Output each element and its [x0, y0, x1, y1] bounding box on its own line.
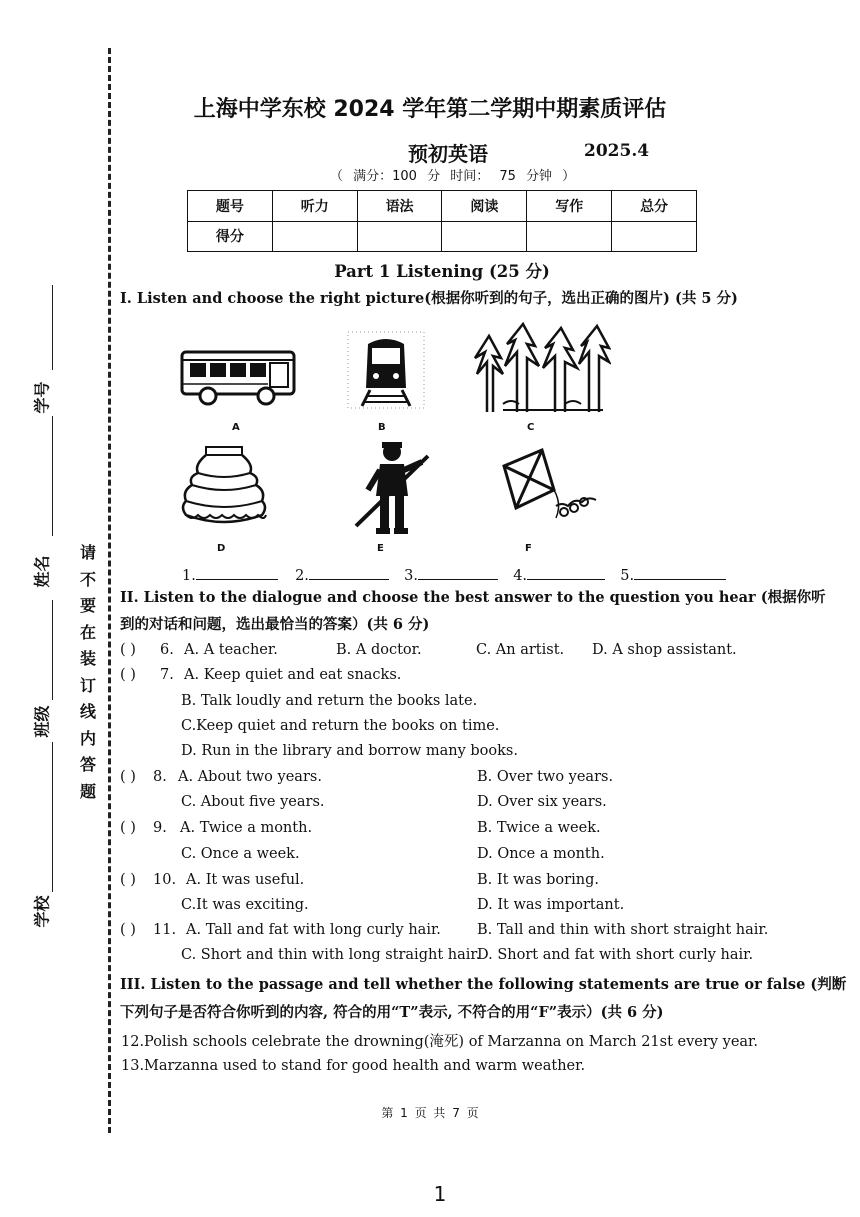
- name-label: 姓名: [32, 555, 52, 588]
- q6-option-d: D. A shop assistant.: [592, 642, 737, 658]
- exam-subject: 预初英语: [408, 142, 488, 166]
- section3-title-line1: III. Listen to the passage and tell whether the following statements are true or false (判断: [120, 976, 847, 993]
- q7-option-d: D. Run in the library and borrow many books.: [181, 743, 518, 759]
- q9-option-d: D. Once a month.: [477, 846, 605, 862]
- score-cell-grammar[interactable]: [357, 221, 442, 252]
- score-header-cell: 听力: [272, 191, 357, 222]
- school-label: 学校: [32, 895, 52, 928]
- picture-label-c: C: [527, 422, 535, 433]
- q7-num: 7.: [160, 667, 174, 683]
- picture-label-a: A: [232, 422, 240, 433]
- section1-title: I. Listen and choose the right picture(根据你听到的句子，选出正确的图片) (共 5 分): [120, 290, 738, 307]
- exam-title: 上海中学东校 2024 学年第二学期中期素质评估: [193, 97, 667, 122]
- score-cell-writing[interactable]: [527, 221, 612, 252]
- q6-option-c: C. An artist.: [476, 642, 565, 658]
- score-header-cell: 阅读: [442, 191, 527, 222]
- section2-title-line2: 到的对话和问题，选出最恰当的答案）(共 6 分): [120, 616, 430, 633]
- q11-num: 11.: [153, 922, 177, 938]
- section2-title-line1: II. Listen to the dialogue and choose the best answer to the question you hear (根据你听: [120, 589, 826, 606]
- answer-label-5: 5.: [620, 568, 635, 584]
- score-table-header-row: [188, 191, 697, 222]
- kite-icon: [498, 446, 602, 530]
- q6-paren[interactable]: ( ): [120, 642, 136, 658]
- q9-paren[interactable]: ( ): [120, 820, 136, 836]
- answer-label-3: 3.: [404, 568, 418, 584]
- binding-dashed-line: [108, 48, 111, 1133]
- q7-option-b: B. Talk loudly and return the books late.: [181, 693, 478, 709]
- q6-option-a: A. A teacher.: [184, 642, 278, 658]
- class-line: [52, 600, 53, 700]
- answer-label-1: 1.: [182, 568, 196, 584]
- hunter-icon: [352, 440, 432, 536]
- q11-option-b: B. Tall and thin with short straight hair.: [477, 922, 769, 938]
- q9-num: 9.: [153, 820, 167, 836]
- school-line: [52, 742, 53, 892]
- q6-num: 6.: [160, 642, 174, 658]
- q8-option-d: D. Over six years.: [477, 794, 607, 810]
- train-icon: [346, 330, 426, 410]
- score-table: [187, 190, 697, 252]
- score-cell-total[interactable]: [612, 221, 697, 252]
- student-id-line: [52, 285, 53, 370]
- binding-notice: 请 不 要 在 装 订 线 内 答 题: [79, 543, 96, 801]
- q8-option-c: C. About five years.: [181, 794, 325, 810]
- answer-blank-2[interactable]: [309, 565, 389, 580]
- name-line-top: [52, 416, 53, 536]
- q8-option-a: A. About two years.: [178, 769, 322, 785]
- q7-option-c: C.Keep quiet and return the books on time.: [181, 718, 500, 734]
- q10-option-b: B. It was boring.: [477, 872, 599, 888]
- q9-option-a: A. Twice a month.: [180, 820, 313, 836]
- q9-option-c: C. Once a week.: [181, 846, 300, 862]
- score-header-cell: 总分: [612, 191, 697, 222]
- page-number: 1: [433, 1182, 447, 1206]
- answer-blank-5[interactable]: [634, 565, 726, 580]
- exam-meta: （ 满分：100 分 时间： 75 分钟 ）: [330, 169, 576, 184]
- bus-icon: [178, 346, 298, 408]
- score-row-label: 得分: [188, 221, 273, 252]
- skirt-icon: [178, 445, 270, 527]
- picture-label-e: E: [377, 543, 384, 554]
- q8-paren[interactable]: ( ): [120, 769, 136, 785]
- q9-option-b: B. Twice a week.: [477, 820, 601, 836]
- picture-label-d: D: [217, 543, 226, 554]
- q11-option-d: D. Short and fat with short curly hair.: [477, 947, 754, 963]
- q11-paren[interactable]: ( ): [120, 922, 136, 938]
- part1-title: Part 1 Listening (25 分): [334, 262, 550, 281]
- section1-answers: [182, 565, 726, 584]
- q10-option-a: A. It was useful.: [186, 872, 305, 888]
- statement-13: 13.Marzanna used to stand for good health and warm weather.: [121, 1058, 586, 1074]
- forest-icon: [473, 322, 611, 414]
- answer-label-4: 4.: [513, 568, 528, 584]
- q11-option-a: A. Tall and fat with long curly hair.: [186, 922, 441, 938]
- answer-blank-3[interactable]: [418, 565, 498, 580]
- q7-paren[interactable]: ( ): [120, 667, 136, 683]
- score-cell-reading[interactable]: [442, 221, 527, 252]
- student-id-label: 学号: [32, 381, 52, 414]
- page-footer: 第 1 页 共 7 页: [381, 1106, 479, 1120]
- answer-blank-1[interactable]: [196, 565, 278, 580]
- score-header-cell: 题号: [188, 191, 273, 222]
- exam-date: 2025.4: [584, 141, 650, 161]
- answer-label-2: 2.: [295, 568, 309, 584]
- picture-label-b: B: [378, 422, 386, 433]
- q6-option-b: B. A doctor.: [336, 642, 422, 658]
- q8-num: 8.: [153, 769, 167, 785]
- score-cell-listening[interactable]: [272, 221, 357, 252]
- score-header-cell: 写作: [527, 191, 612, 222]
- q8-option-b: B. Over two years.: [477, 769, 614, 785]
- q10-option-c: C.It was exciting.: [181, 897, 309, 913]
- picture-label-f: F: [525, 543, 532, 554]
- score-table-score-row: [188, 221, 697, 252]
- q10-paren[interactable]: ( ): [120, 872, 136, 888]
- statement-12: 12.Polish schools celebrate the drowning(淹死) of Marzanna on March 21st every year.: [121, 1034, 758, 1050]
- answer-blank-4[interactable]: [527, 565, 605, 580]
- section3-title-line2: 下列句子是否符合你听到的内容, 符合的用“T”表示, 不符合的用“F”表示）(共 6 分): [120, 1004, 664, 1021]
- class-label: 班级: [32, 705, 52, 738]
- q10-num: 10.: [153, 872, 177, 888]
- score-header-cell: 语法: [357, 191, 442, 222]
- q11-option-c: C. Short and thin with long straight hair.: [181, 947, 481, 963]
- q7-option-a: A. Keep quiet and eat snacks.: [184, 667, 402, 683]
- q10-option-d: D. It was important.: [477, 897, 625, 913]
